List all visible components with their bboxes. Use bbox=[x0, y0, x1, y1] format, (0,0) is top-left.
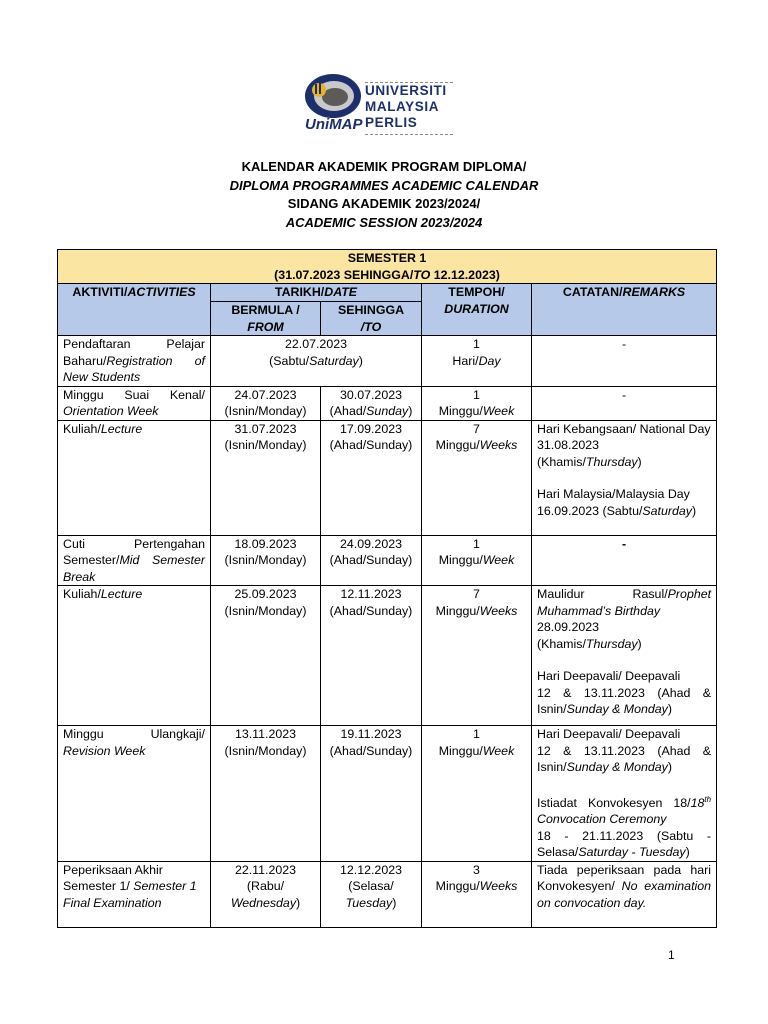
table-row bbox=[58, 386, 717, 420]
activity-cell: Minggu Ulangkaji/ Revision Week bbox=[58, 726, 211, 862]
table-row bbox=[58, 535, 717, 586]
table-row bbox=[58, 726, 717, 862]
page-number: 1 bbox=[668, 948, 675, 962]
activity-cell: Peperiksaan Akhir Semester 1/ Semester 1 Final Examination bbox=[58, 861, 211, 927]
table-row bbox=[58, 861, 717, 927]
remarks-cell: Hari Deepavali/ Deepavali 12 & 13.11.2023 (Ahad & Isnin/Sunday & Monday) Istiadat Konvokesyen 18/18th Convocation Ceremony 18 - 21.11.2023 (Sabtu - Selasa/Saturday - Tuesday) bbox=[532, 726, 717, 862]
remarks-cell: - bbox=[532, 386, 717, 420]
to-cell: 12.11.2023 (Ahad/Sunday) bbox=[321, 586, 422, 726]
logo-mark: UniMAP bbox=[305, 116, 363, 133]
to-cell: 30.07.2023 (Ahad/Sunday) bbox=[321, 386, 422, 420]
remarks-cell: - bbox=[532, 336, 717, 387]
remarks-cell: Tiada peperiksaan pada hari Konvokesyen/ No examination on convocation day. bbox=[532, 861, 717, 927]
header-to: SEHINGGA /TO bbox=[321, 302, 422, 336]
duration-cell: 1 Minggu/Week bbox=[422, 535, 532, 586]
duration-cell: 1 Minggu/Week bbox=[422, 386, 532, 420]
date-cell: 22.07.2023 (Sabtu/Saturday) bbox=[211, 336, 422, 387]
logo-divider bbox=[365, 134, 453, 135]
title-line-1: KALENDAR AKADEMIK PROGRAM DIPLOMA/ bbox=[241, 159, 527, 174]
semester-title: SEMESTER 1 bbox=[347, 251, 427, 265]
document-title bbox=[0, 158, 768, 232]
semester-header bbox=[58, 250, 717, 284]
to-cell: 12.12.2023 (Selasa/ Tuesday) bbox=[321, 861, 422, 927]
activity-cell: Kuliah/Lecture bbox=[58, 420, 211, 535]
header-from: BERMULA / FROM bbox=[211, 302, 321, 336]
duration-cell: 1 Minggu/Week bbox=[422, 726, 532, 862]
remarks-cell: Maulidur Rasul/Prophet Muhammad’s Birthday 28.09.2023 (Khamis/Thursday) Hari Deepavali/ Deepavali 12 & 13.11.2023 (Ahad & Isnin/Sunday & Monday) bbox=[532, 586, 717, 726]
duration-cell: 1 Hari/Day bbox=[422, 336, 532, 387]
to-cell: 19.11.2023 (Ahad/Sunday) bbox=[321, 726, 422, 862]
logo-line-3: PERLIS bbox=[365, 115, 418, 130]
logo-line-1: UNIVERSITI bbox=[365, 83, 447, 98]
from-cell: 22.11.2023 (Rabu/ Wednesday) bbox=[211, 861, 321, 927]
header-activities: AKTIVITI/ACTIVITIES bbox=[58, 284, 211, 336]
table-row bbox=[58, 420, 717, 535]
from-cell: 18.09.2023 (Isnin/Monday) bbox=[211, 535, 321, 586]
header-duration: TEMPOH/ DURATION bbox=[422, 284, 532, 336]
duration-cell: 7 Minggu/Weeks bbox=[422, 420, 532, 535]
activity-cell: Cuti Pertengahan Semester/Mid Semester Break bbox=[58, 535, 211, 586]
table-row bbox=[58, 336, 717, 387]
to-cell: 17.09.2023 (Ahad/Sunday) bbox=[321, 420, 422, 535]
column-header-row bbox=[58, 284, 717, 302]
from-cell: 13.11.2023 (Isnin/Monday) bbox=[211, 726, 321, 862]
semester-range: (31.07.2023 SEHINGGA/TO 12.12.2023) bbox=[274, 267, 500, 282]
academic-calendar-table bbox=[57, 249, 717, 928]
semester-header-row bbox=[58, 250, 717, 284]
duration-cell: 3 Minggu/Weeks bbox=[422, 861, 532, 927]
title-line-4: ACADEMIC SESSION 2023/2024 bbox=[285, 214, 483, 230]
from-cell: 25.09.2023 (Isnin/Monday) bbox=[211, 586, 321, 726]
to-cell: 24.09.2023 (Ahad/Sunday) bbox=[321, 535, 422, 586]
logo-line-2: MALAYSIA bbox=[365, 99, 440, 114]
activity-cell: Minggu Suai Kenal/ Orientation Week bbox=[58, 386, 211, 420]
header-remarks: CATATAN/REMARKS bbox=[532, 284, 717, 336]
activity-cell: Kuliah/Lecture bbox=[58, 586, 211, 726]
title-line-2: DIPLOMA PROGRAMMES ACADEMIC CALENDAR bbox=[229, 177, 539, 193]
duration-cell: 7 Minggu/Weeks bbox=[422, 586, 532, 726]
from-cell: 31.07.2023 (Isnin/Monday) bbox=[211, 420, 321, 535]
header-date: TARIKH/DATE bbox=[211, 284, 422, 302]
activity-cell: Pendaftaran Pelajar Baharu/Registration of New Students bbox=[58, 336, 211, 387]
university-logo bbox=[303, 70, 453, 138]
remarks-cell: Hari Kebangsaan/ National Day 31.08.2023 (Khamis/Thursday) Hari Malaysia/Malaysia Day 16.09.2023 (Sabtu/Saturday) bbox=[532, 420, 717, 535]
title-line-3: SIDANG AKADEMIK 2023/2024/ bbox=[287, 196, 481, 211]
remarks-cell: - bbox=[532, 535, 717, 586]
from-cell: 24.07.2023 (Isnin/Monday) bbox=[211, 386, 321, 420]
table-row bbox=[58, 586, 717, 726]
